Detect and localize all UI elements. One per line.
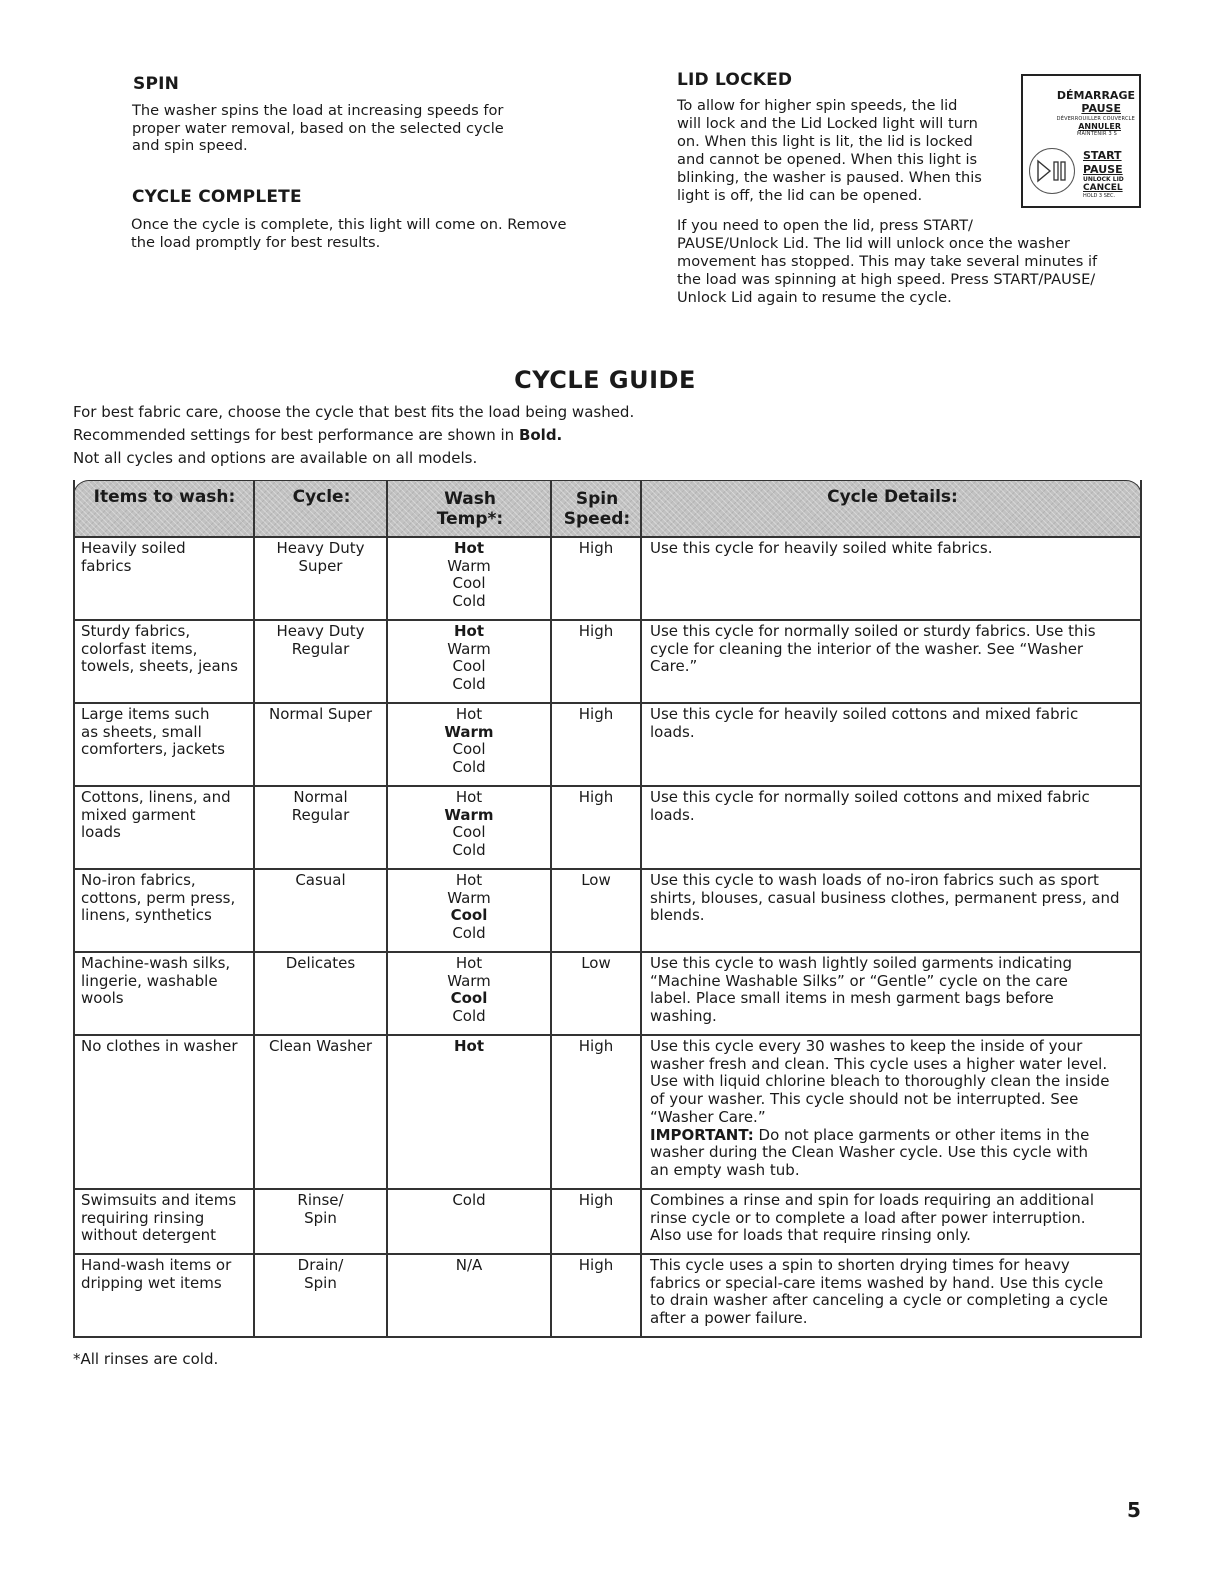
cycle-cell: Normal Super bbox=[269, 705, 372, 723]
spin-speed-cell: High bbox=[578, 705, 614, 723]
table-row bbox=[73, 1034, 1142, 1188]
spin-speed-cell: High bbox=[578, 1037, 614, 1055]
table-border-bottom bbox=[73, 1336, 1142, 1338]
panel-fr-hold: MAINTENIR 3 S bbox=[1077, 131, 1117, 137]
cycle-guide-title: CYCLE GUIDE bbox=[514, 366, 696, 394]
table-row bbox=[73, 702, 1142, 785]
panel-en-cancel: CANCEL bbox=[1083, 183, 1123, 193]
lid-locked-text: To allow for higher spin speeds, the lid will lock and the Lid Locked light will turn on. When this light is lit, the lid is locked and cannot be opened. When this light is blinking, the washer is paused. When this light is off, the lid can be opened. bbox=[677, 97, 982, 204]
cycle-cell: Delicates bbox=[285, 954, 356, 972]
cycle-cell: Clean Washer bbox=[268, 1037, 373, 1055]
panel-fr-unlock: DÉVERROUILLER COUVERCLE bbox=[1056, 116, 1135, 122]
spin-speed-cell: High bbox=[578, 1256, 614, 1274]
header-wash-temp: Wash Temp*: bbox=[436, 489, 504, 529]
wash-temp-cell: Hot bbox=[453, 1037, 485, 1055]
spin-speed-cell: High bbox=[578, 622, 614, 640]
panel-en-unlock: UNLOCK LID bbox=[1083, 176, 1124, 183]
wash-temp-cell: Hot Warm Cool Cold bbox=[447, 539, 491, 611]
items-cell: Sturdy fabrics, colorfast items, towels, sheets, jeans bbox=[81, 622, 238, 676]
spin-heading: SPIN bbox=[133, 74, 180, 94]
cycle-cell: Rinse/ Spin bbox=[297, 1191, 344, 1227]
wash-temp-cell: Hot Warm Cool Cold bbox=[447, 871, 491, 943]
wash-temp-cell: Hot Warm Cool Cold bbox=[444, 788, 494, 860]
spin-speed-cell: High bbox=[578, 788, 614, 806]
items-cell: No-iron fabrics, cottons, perm press, linens, synthetics bbox=[81, 871, 236, 925]
wash-temp-cell: N/A bbox=[455, 1256, 483, 1274]
cycle-cell: Heavy Duty Super bbox=[276, 539, 365, 575]
cycle-guide-intro bbox=[73, 401, 634, 470]
cycle-cell: Casual bbox=[295, 871, 346, 889]
details-cell: Use this cycle to wash loads of no-iron fabrics such as sport shirts, blouses, casual business clothes, permanent press, and blends. bbox=[650, 871, 1120, 925]
wash-temp-cell: Cold bbox=[452, 1191, 486, 1209]
wash-temp-cell: Hot Warm Cool Cold bbox=[447, 622, 491, 694]
items-cell: Heavily soiled fabrics bbox=[81, 539, 186, 575]
details-cell: Combines a rinse and spin for loads requiring an additional rinse cycle or to complete a load after power interruption. Also use for loads that require rinsing only. bbox=[650, 1191, 1095, 1245]
table-row bbox=[73, 868, 1142, 951]
cycle-cell: Heavy Duty Regular bbox=[276, 622, 365, 658]
spin-text: The washer spins the load at increasing speeds for proper water removal, based on the selected cycle and spin speed. bbox=[132, 102, 504, 155]
spin-speed-cell: Low bbox=[581, 871, 611, 889]
table-row bbox=[73, 1253, 1142, 1338]
table-row bbox=[73, 785, 1142, 868]
cycle-complete-heading: CYCLE COMPLETE bbox=[132, 187, 302, 207]
spin-speed-cell: Low bbox=[581, 954, 611, 972]
intro-line: For best fabric care, choose the cycle that best fits the load being washed. bbox=[73, 403, 635, 421]
table-row bbox=[73, 1188, 1142, 1253]
details-cell: Use this cycle for normally soiled cottons and mixed fabric loads. bbox=[650, 788, 1090, 824]
panel-fr-start: DÉMARRAGE bbox=[1056, 89, 1135, 102]
items-cell: Cottons, linens, and mixed garment loads bbox=[81, 788, 231, 842]
column-divider bbox=[253, 480, 255, 1338]
table-border-left bbox=[73, 480, 75, 1338]
table-row bbox=[73, 536, 1142, 619]
play-pause-icon bbox=[1029, 148, 1075, 194]
panel-en-pause: PAUSE bbox=[1083, 163, 1123, 176]
lid-locked-heading: LID LOCKED bbox=[677, 70, 793, 90]
items-cell: Large items such as sheets, small comforters, jackets bbox=[81, 705, 225, 759]
start-pause-panel-illustration bbox=[1021, 74, 1141, 208]
column-divider bbox=[386, 480, 388, 1338]
items-cell: Swimsuits and items requiring rinsing without detergent bbox=[81, 1191, 237, 1245]
details-cell: Use this cycle to wash lightly soiled garments indicating “Machine Washable Silks” or “Gentle” cycle on the care label. Place small items in mesh garment bags before washing. bbox=[650, 954, 1073, 1026]
items-cell: Machine-wash silks, lingerie, washable wools bbox=[81, 954, 231, 1008]
spin-speed-cell: High bbox=[578, 539, 614, 557]
details-cell: Use this cycle for heavily soiled white fabrics. bbox=[650, 539, 993, 557]
wash-temp-cell: Hot Warm Cool Cold bbox=[447, 954, 491, 1026]
items-cell: Hand-wash items or dripping wet items bbox=[81, 1256, 232, 1292]
spin-speed-cell: High bbox=[578, 1191, 614, 1209]
details-cell: Use this cycle for normally soiled or sturdy fabrics. Use this cycle for cleaning the interior of the washer. See “Washer Care.” bbox=[650, 622, 1096, 676]
panel-en-hold: HOLD 3 SEC. bbox=[1083, 193, 1116, 199]
column-divider bbox=[550, 480, 552, 1338]
table-row bbox=[73, 951, 1142, 1034]
panel-fr-pause: PAUSE bbox=[1081, 102, 1121, 115]
table-row bbox=[73, 619, 1142, 702]
cycle-guide-table bbox=[73, 480, 1142, 1338]
table-header bbox=[73, 480, 1142, 536]
details-cell: This cycle uses a spin to shorten drying times for heavy fabrics or special-care items washed by hand. Use this cycle to drain washer after canceling a cycle or completing a cycle after a power failure. bbox=[650, 1256, 1109, 1328]
panel-fr-cancel: ANNULER bbox=[1078, 122, 1121, 131]
header-cycle-details: Cycle Details: bbox=[827, 487, 958, 507]
details-cell: Use this cycle every 30 washes to keep the inside of your washer fresh and clean. This cycle uses a higher water level. Use with liquid chlorine bleach to thoroughly clean the inside of your washer. This cycle should not be interrupted. See “Washer Care.” IMPORTANT: Do not place garments or other items in the washer during the Clean Washer cycle. Use this cycle with an empty wash tub. bbox=[650, 1037, 1110, 1179]
intro-line: Recommended settings for best performance are shown in Bold. bbox=[73, 426, 563, 444]
intro-line: Not all cycles and options are available on all models. bbox=[73, 449, 478, 467]
items-cell: No clothes in washer bbox=[81, 1037, 238, 1055]
footnote: *All rinses are cold. bbox=[73, 1350, 219, 1368]
header-items: Items to wash: bbox=[93, 487, 236, 507]
wash-temp-cell: Hot Warm Cool Cold bbox=[444, 705, 494, 777]
details-cell: Use this cycle for heavily soiled cottons and mixed fabric loads. bbox=[650, 705, 1079, 741]
header-cycle: Cycle: bbox=[292, 487, 351, 507]
page-number: 5 bbox=[1127, 1498, 1141, 1522]
table-border-right bbox=[1140, 480, 1142, 1338]
column-divider bbox=[640, 480, 642, 1338]
panel-en-start: START bbox=[1083, 149, 1122, 162]
cycle-cell: Drain/ Spin bbox=[297, 1256, 344, 1292]
lid-unlock-text: If you need to open the lid, press START/ PAUSE/Unlock Lid. The lid will unlock once the washer movement has stopped. This may take several minutes if the load was spinning at high speed. Press START/PAUSE/ Unlock Lid again to resume the cycle. bbox=[677, 217, 1098, 306]
cycle-cell: Normal Regular bbox=[291, 788, 350, 824]
cycle-complete-text: Once the cycle is complete, this light will come on. Remove the load promptly for best results. bbox=[131, 216, 567, 251]
header-spin-speed: Spin Speed: bbox=[563, 489, 631, 529]
